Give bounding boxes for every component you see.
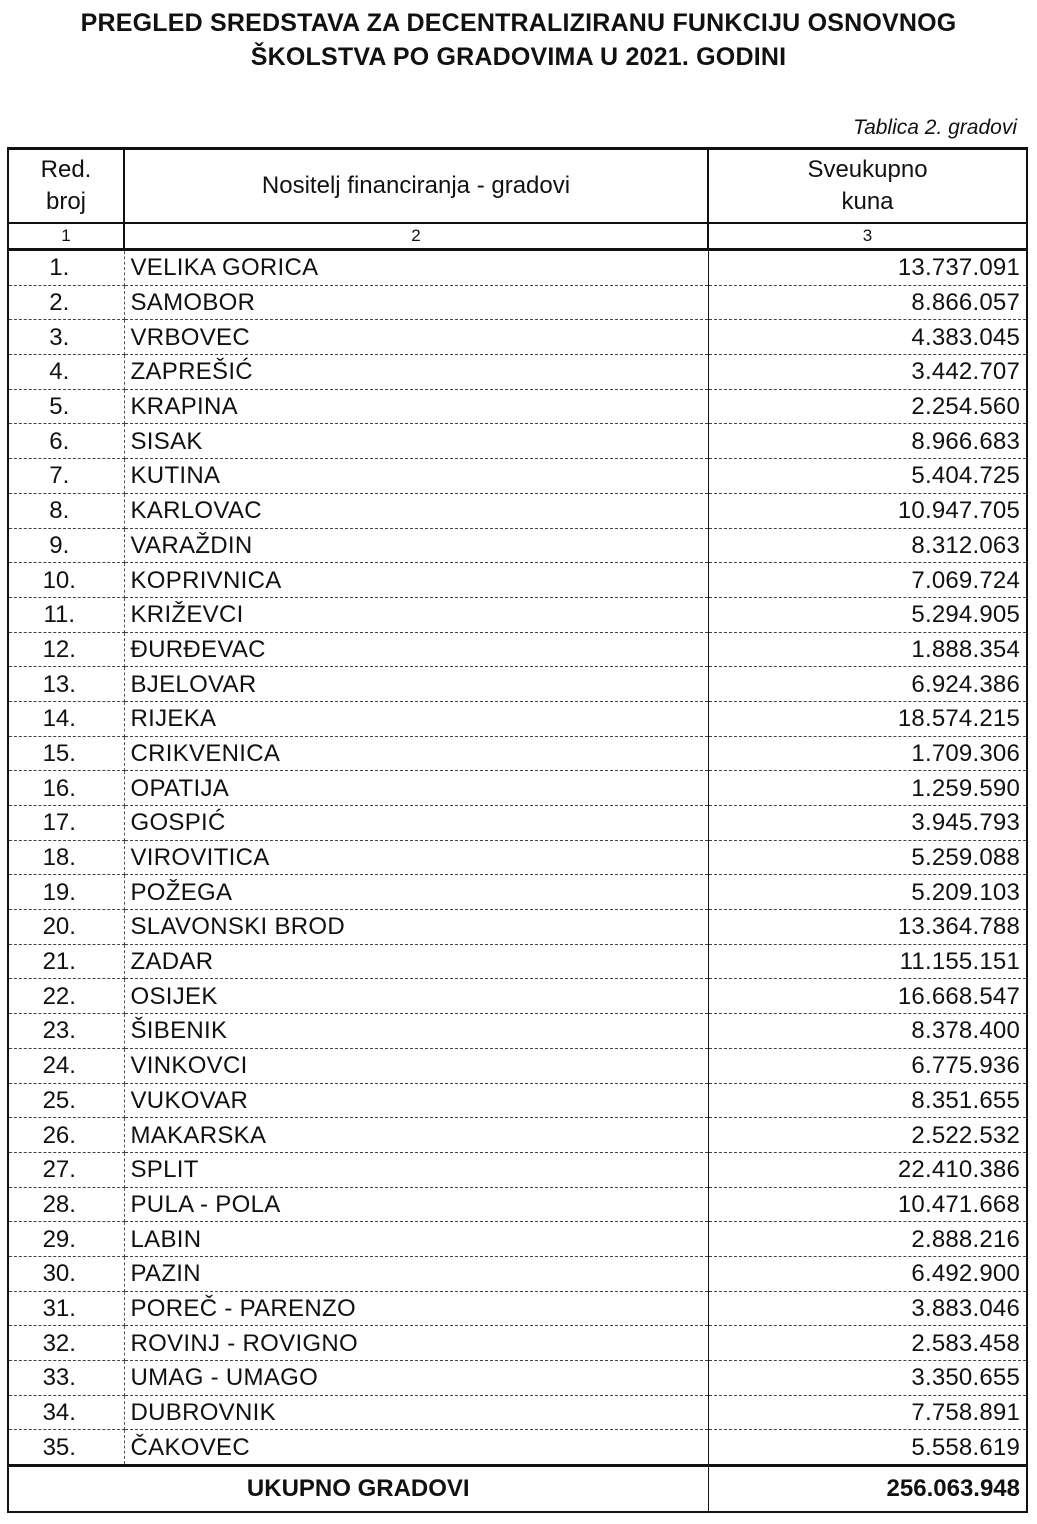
- amount-kuna: 3.442.707: [708, 355, 1027, 390]
- table-row: [8, 1118, 1027, 1153]
- city-name: KUTINA: [124, 459, 708, 494]
- header-red-broj-line1: Red.: [40, 156, 92, 183]
- amount-kuna: 3.945.793: [708, 806, 1027, 841]
- amount-kuna: 5.294.905: [708, 597, 1027, 632]
- table-row: [8, 389, 1027, 424]
- table-row: [8, 250, 1027, 286]
- amount-kuna: 8.312.063: [708, 528, 1027, 563]
- amount-kuna: 2.254.560: [708, 389, 1027, 424]
- city-name: ŠIBENIK: [124, 1014, 708, 1049]
- city-name: OPATIJA: [124, 771, 708, 806]
- city-name: PAZIN: [124, 1256, 708, 1291]
- amount-kuna: 18.574.215: [708, 701, 1027, 736]
- table-row: [8, 1083, 1027, 1118]
- total-row: [8, 1466, 1027, 1513]
- document-title-line-2: ŠKOLSTVA PO GRADOVIMA U 2021. GODINI: [250, 43, 787, 71]
- amount-kuna: 8.866.057: [708, 285, 1027, 320]
- amount-kuna: 5.558.619: [708, 1430, 1027, 1466]
- table-row: [8, 1361, 1027, 1396]
- row-number: 19.: [8, 875, 124, 910]
- amount-kuna: 1.259.590: [708, 771, 1027, 806]
- header-red-broj: [8, 149, 124, 224]
- amount-kuna: 10.947.705: [708, 493, 1027, 528]
- city-name: SPLIT: [124, 1152, 708, 1187]
- row-number: 2.: [8, 285, 124, 320]
- row-number: 3.: [8, 320, 124, 355]
- amount-kuna: 8.966.683: [708, 424, 1027, 459]
- table-row: [8, 493, 1027, 528]
- amount-kuna: 6.492.900: [708, 1256, 1027, 1291]
- city-name: ĐURĐEVAC: [124, 632, 708, 667]
- table-caption: Tablica 2. gradovi: [853, 116, 1017, 139]
- city-name: SISAK: [124, 424, 708, 459]
- city-name: KARLOVAC: [124, 493, 708, 528]
- table-row: [8, 667, 1027, 702]
- row-number: 21.: [8, 944, 124, 979]
- row-number: 20.: [8, 910, 124, 945]
- city-name: OSIJEK: [124, 979, 708, 1014]
- amount-kuna: 2.888.216: [708, 1222, 1027, 1257]
- row-number: 18.: [8, 840, 124, 875]
- city-name: KRIŽEVCI: [124, 597, 708, 632]
- header-red-broj-line2: broj: [45, 188, 87, 215]
- table-row: [8, 320, 1027, 355]
- column-number-1: 1: [8, 223, 124, 250]
- row-number: 14.: [8, 701, 124, 736]
- table-row: [8, 979, 1027, 1014]
- document-title-line-1: PREGLED SREDSTAVA ZA DECENTRALIZIRANU FUNKCIJU OSNOVNOG: [80, 9, 957, 37]
- table-row: [8, 944, 1027, 979]
- column-number-row: [8, 223, 1027, 250]
- city-name: UMAG - UMAGO: [124, 1361, 708, 1396]
- column-number-2: 2: [124, 223, 708, 250]
- city-name: SAMOBOR: [124, 285, 708, 320]
- table-row: [8, 528, 1027, 563]
- row-number: 28.: [8, 1187, 124, 1222]
- amount-kuna: 1.888.354: [708, 632, 1027, 667]
- row-number: 6.: [8, 424, 124, 459]
- row-number: 17.: [8, 806, 124, 841]
- table-row: [8, 632, 1027, 667]
- row-number: 1.: [8, 250, 124, 286]
- city-name: GOSPIĆ: [124, 806, 708, 841]
- row-number: 10.: [8, 563, 124, 598]
- city-name: PULA - POLA: [124, 1187, 708, 1222]
- amount-kuna: 10.471.668: [708, 1187, 1027, 1222]
- city-name: ZAPREŠIĆ: [124, 355, 708, 390]
- column-number-3: 3: [708, 223, 1027, 250]
- row-number: 32.: [8, 1326, 124, 1361]
- city-name: MAKARSKA: [124, 1118, 708, 1153]
- amount-kuna: 5.209.103: [708, 875, 1027, 910]
- row-number: 34.: [8, 1395, 124, 1430]
- city-name: VELIKA GORICA: [124, 250, 708, 286]
- amount-kuna: 2.522.532: [708, 1118, 1027, 1153]
- city-name: CRIKVENICA: [124, 736, 708, 771]
- table-row: [8, 459, 1027, 494]
- table-row: [8, 1326, 1027, 1361]
- table-row: [8, 771, 1027, 806]
- amount-kuna: 4.383.045: [708, 320, 1027, 355]
- table-row: [8, 1187, 1027, 1222]
- row-number: 9.: [8, 528, 124, 563]
- header-sveukupno-line1: Sveukupno: [807, 156, 928, 183]
- city-name: SLAVONSKI BROD: [124, 910, 708, 945]
- row-number: 22.: [8, 979, 124, 1014]
- table-row: [8, 1048, 1027, 1083]
- row-number: 7.: [8, 459, 124, 494]
- city-name: DUBROVNIK: [124, 1395, 708, 1430]
- row-number: 4.: [8, 355, 124, 390]
- amount-kuna: 5.259.088: [708, 840, 1027, 875]
- city-name: ZADAR: [124, 944, 708, 979]
- table-row: [8, 1256, 1027, 1291]
- row-number: 11.: [8, 597, 124, 632]
- city-name: ROVINJ - ROVIGNO: [124, 1326, 708, 1361]
- amount-kuna: 8.378.400: [708, 1014, 1027, 1049]
- header-nositelj: Nositelj financiranja - gradovi: [124, 149, 708, 224]
- amount-kuna: 13.364.788: [708, 910, 1027, 945]
- table-row: [8, 701, 1027, 736]
- table-row: [8, 1222, 1027, 1257]
- row-number: 5.: [8, 389, 124, 424]
- city-name: RIJEKA: [124, 701, 708, 736]
- amount-kuna: 16.668.547: [708, 979, 1027, 1014]
- table-header-row: [8, 149, 1027, 224]
- table-row: [8, 597, 1027, 632]
- amount-kuna: 11.155.151: [708, 944, 1027, 979]
- table-row: [8, 736, 1027, 771]
- header-sveukupno-line2: kuna: [841, 188, 894, 215]
- amount-kuna: 3.883.046: [708, 1291, 1027, 1326]
- city-name: VRBOVEC: [124, 320, 708, 355]
- table-row: [8, 1430, 1027, 1466]
- amount-kuna: 5.404.725: [708, 459, 1027, 494]
- row-number: 16.: [8, 771, 124, 806]
- total-label: UKUPNO GRADOVI: [8, 1466, 708, 1513]
- amount-kuna: 8.351.655: [708, 1083, 1027, 1118]
- table-row: [8, 1014, 1027, 1049]
- table-row: [8, 910, 1027, 945]
- funding-table: [7, 147, 1028, 1513]
- row-number: 25.: [8, 1083, 124, 1118]
- city-name: ČAKOVEC: [124, 1430, 708, 1466]
- row-number: 29.: [8, 1222, 124, 1257]
- city-name: LABIN: [124, 1222, 708, 1257]
- row-number: 33.: [8, 1361, 124, 1396]
- amount-kuna: 6.775.936: [708, 1048, 1027, 1083]
- city-name: VINKOVCI: [124, 1048, 708, 1083]
- city-name: VARAŽDIN: [124, 528, 708, 563]
- table-row: [8, 1291, 1027, 1326]
- amount-kuna: 22.410.386: [708, 1152, 1027, 1187]
- amount-kuna: 3.350.655: [708, 1361, 1027, 1396]
- city-name: KRAPINA: [124, 389, 708, 424]
- table-row: [8, 424, 1027, 459]
- row-number: 27.: [8, 1152, 124, 1187]
- row-number: 30.: [8, 1256, 124, 1291]
- amount-kuna: 7.069.724: [708, 563, 1027, 598]
- header-sveukupno: [708, 149, 1027, 224]
- row-number: 15.: [8, 736, 124, 771]
- city-name: VIROVITICA: [124, 840, 708, 875]
- row-number: 13.: [8, 667, 124, 702]
- city-name: KOPRIVNICA: [124, 563, 708, 598]
- amount-kuna: 7.758.891: [708, 1395, 1027, 1430]
- table-row: [8, 840, 1027, 875]
- table-row: [8, 875, 1027, 910]
- row-number: 35.: [8, 1430, 124, 1466]
- amount-kuna: 2.583.458: [708, 1326, 1027, 1361]
- row-number: 26.: [8, 1118, 124, 1153]
- total-amount: 256.063.948: [708, 1466, 1027, 1513]
- row-number: 8.: [8, 493, 124, 528]
- table-row: [8, 563, 1027, 598]
- table-row: [8, 1152, 1027, 1187]
- city-name: BJELOVAR: [124, 667, 708, 702]
- table-row: [8, 355, 1027, 390]
- row-number: 12.: [8, 632, 124, 667]
- city-name: VUKOVAR: [124, 1083, 708, 1118]
- row-number: 31.: [8, 1291, 124, 1326]
- table-row: [8, 806, 1027, 841]
- table-row: [8, 285, 1027, 320]
- amount-kuna: 13.737.091: [708, 250, 1027, 286]
- row-number: 23.: [8, 1014, 124, 1049]
- table-row: [8, 1395, 1027, 1430]
- city-name: POREČ - PARENZO: [124, 1291, 708, 1326]
- amount-kuna: 6.924.386: [708, 667, 1027, 702]
- row-number: 24.: [8, 1048, 124, 1083]
- city-name: POŽEGA: [124, 875, 708, 910]
- amount-kuna: 1.709.306: [708, 736, 1027, 771]
